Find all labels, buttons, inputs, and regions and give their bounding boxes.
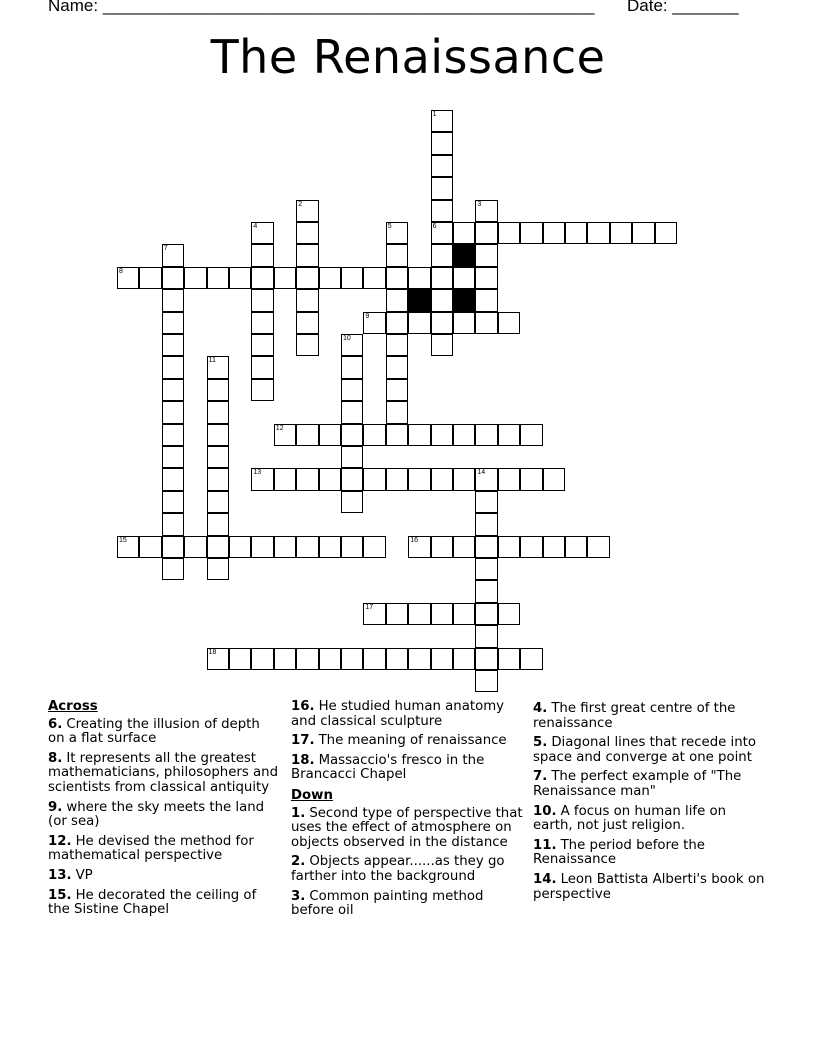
grid-cell[interactable] xyxy=(341,468,363,490)
grid-cell[interactable] xyxy=(229,267,251,289)
grid-cell[interactable] xyxy=(184,267,206,289)
clue-item xyxy=(291,807,523,851)
grid-block-cell xyxy=(453,289,475,311)
clue-number-label: 1. xyxy=(291,805,306,821)
clue-number: 15 xyxy=(119,536,127,544)
grid-cell[interactable] xyxy=(453,603,475,625)
grid-cell[interactable] xyxy=(162,289,184,311)
grid-cell[interactable] xyxy=(162,468,184,490)
grid-cell[interactable] xyxy=(408,468,430,490)
grid-cell[interactable] xyxy=(498,603,520,625)
clue-number-label: 3. xyxy=(291,888,306,904)
grid-cell[interactable] xyxy=(408,312,430,334)
clue-number-label: 16. xyxy=(291,699,315,714)
grid-cell[interactable] xyxy=(207,401,229,423)
grid-cell[interactable] xyxy=(498,648,520,670)
grid-cell[interactable] xyxy=(207,379,229,401)
clue-number-label: 10. xyxy=(533,803,557,819)
grid-cell[interactable] xyxy=(207,648,229,670)
grid-cell[interactable] xyxy=(475,536,497,558)
grid-cell[interactable] xyxy=(475,670,497,692)
grid-cell[interactable] xyxy=(117,536,139,558)
grid-cell[interactable] xyxy=(341,536,363,558)
grid-cell[interactable] xyxy=(162,334,184,356)
clue-item xyxy=(291,855,523,884)
grid-cell[interactable] xyxy=(207,491,229,513)
clue-number: 6 xyxy=(432,223,437,230)
clue-text: Creating the illusion of depth on a flat surface xyxy=(48,716,260,747)
grid-cell[interactable] xyxy=(207,267,229,289)
grid-cell[interactable] xyxy=(431,200,453,222)
grid-cell[interactable] xyxy=(431,267,453,289)
grid-cell[interactable] xyxy=(184,536,206,558)
clue-number-label: 7. xyxy=(533,769,548,785)
clues-column-3 xyxy=(533,700,765,907)
clue-number-label: 2. xyxy=(291,854,306,870)
grid-cell[interactable] xyxy=(431,110,453,132)
grid-cell[interactable] xyxy=(207,536,229,558)
clue-item xyxy=(533,702,765,731)
grid-cell[interactable] xyxy=(386,334,408,356)
grid-cell[interactable] xyxy=(520,222,542,244)
grid-cell[interactable] xyxy=(296,536,318,558)
clue-item xyxy=(48,718,280,747)
grid-cell[interactable] xyxy=(431,334,453,356)
grid-cell[interactable] xyxy=(610,222,632,244)
grid-cell[interactable] xyxy=(319,468,341,490)
grid-cell[interactable] xyxy=(453,267,475,289)
clue-number: 1 xyxy=(432,111,437,118)
clue-number-label: 4. xyxy=(533,701,548,716)
date-field-label: Date: _______ xyxy=(627,0,739,15)
clue-number-label: 12. xyxy=(48,833,72,849)
grid-cell[interactable] xyxy=(498,468,520,490)
grid-cell[interactable] xyxy=(296,334,318,356)
grid-cell[interactable] xyxy=(431,222,453,244)
grid-cell[interactable] xyxy=(251,536,273,558)
grid-cell[interactable] xyxy=(408,267,430,289)
grid-cell[interactable] xyxy=(475,289,497,311)
grid-cell[interactable] xyxy=(431,289,453,311)
clue-number: 13 xyxy=(253,469,262,477)
clue-text: Objects appear......as they go farther into the background xyxy=(291,854,505,884)
grid-cell[interactable] xyxy=(341,446,363,468)
clues-column-1 xyxy=(48,700,280,923)
grid-cell[interactable] xyxy=(207,513,229,535)
clue-number-label: 5. xyxy=(533,735,548,751)
clue-item xyxy=(533,873,765,902)
clue-text: He devised the method for mathematical perspective xyxy=(48,833,254,864)
grid-cell[interactable] xyxy=(251,267,273,289)
clue-text: Massaccio's fresco in the Brancacci Chapel xyxy=(291,752,485,783)
grid-cell[interactable] xyxy=(565,222,587,244)
grid-cell[interactable] xyxy=(431,155,453,177)
grid-cell[interactable] xyxy=(386,603,408,625)
grid-cell[interactable] xyxy=(251,244,273,266)
grid-cell[interactable] xyxy=(139,267,161,289)
clue-number-label: 8. xyxy=(48,750,63,766)
clue-item xyxy=(533,839,765,868)
grid-cell[interactable] xyxy=(296,648,318,670)
clue-number: 3 xyxy=(477,200,482,208)
grid-cell[interactable] xyxy=(296,267,318,289)
clue-text: It represents all the greatest mathematicians, philosophers and scientists from classical antiquity xyxy=(48,750,279,795)
grid-cell[interactable] xyxy=(475,244,497,266)
grid-block-cell xyxy=(408,289,430,311)
grid-cell[interactable] xyxy=(296,200,318,222)
grid-cell[interactable] xyxy=(274,468,296,490)
grid-cell[interactable] xyxy=(543,468,565,490)
grid-cell[interactable] xyxy=(251,648,273,670)
grid-cell[interactable] xyxy=(498,222,520,244)
grid-cell[interactable] xyxy=(453,536,475,558)
grid-cell[interactable] xyxy=(296,468,318,490)
clue-text: A focus on human life on earth, not just religion. xyxy=(533,803,727,834)
grid-cell[interactable] xyxy=(117,267,139,289)
grid-cell[interactable] xyxy=(386,648,408,670)
grid-cell[interactable] xyxy=(162,401,184,423)
clue-number-label: 18. xyxy=(291,752,315,768)
grid-cell[interactable] xyxy=(498,312,520,334)
grid-cell[interactable] xyxy=(431,468,453,490)
grid-cell[interactable] xyxy=(475,648,497,670)
grid-cell[interactable] xyxy=(251,379,273,401)
clue-item xyxy=(48,835,280,864)
grid-cell[interactable] xyxy=(319,648,341,670)
grid-cell[interactable] xyxy=(296,312,318,334)
clues-column-2 xyxy=(291,700,523,924)
clue-text: He studied human anatomy and classical sculpture xyxy=(291,699,505,729)
grid-cell[interactable] xyxy=(408,536,430,558)
grid-cell[interactable] xyxy=(475,312,497,334)
grid-cell[interactable] xyxy=(162,356,184,378)
clue-item xyxy=(291,890,523,919)
grid-cell[interactable] xyxy=(475,424,497,446)
clue-number-label: 11. xyxy=(533,837,557,853)
grid-cell[interactable] xyxy=(229,648,251,670)
grid-cell[interactable] xyxy=(162,267,184,289)
grid-cell[interactable] xyxy=(431,424,453,446)
clue-text: The perfect example of "The Renaissance man" xyxy=(533,769,742,799)
grid-cell[interactable] xyxy=(408,648,430,670)
clue-number: 17 xyxy=(365,603,374,611)
grid-cell[interactable] xyxy=(453,222,475,244)
grid-cell[interactable] xyxy=(274,267,296,289)
grid-cell[interactable] xyxy=(319,424,341,446)
grid-cell[interactable] xyxy=(453,312,475,334)
grid-cell[interactable] xyxy=(386,312,408,334)
grid-cell[interactable] xyxy=(363,468,385,490)
grid-cell[interactable] xyxy=(453,648,475,670)
grid-cell[interactable] xyxy=(363,312,385,334)
grid-cell[interactable] xyxy=(431,648,453,670)
grid-cell[interactable] xyxy=(207,356,229,378)
clue-number: 2 xyxy=(298,200,303,208)
clue-item xyxy=(533,805,765,834)
clue-number: 4 xyxy=(253,223,258,230)
clue-number-label: 15. xyxy=(48,887,72,903)
grid-cell[interactable] xyxy=(274,648,296,670)
clue-number: 8 xyxy=(119,267,123,275)
grid-cell[interactable] xyxy=(543,222,565,244)
grid-cell[interactable] xyxy=(386,424,408,446)
grid-cell[interactable] xyxy=(475,580,497,602)
grid-cell[interactable] xyxy=(319,267,341,289)
grid-cell[interactable] xyxy=(475,513,497,535)
grid-cell[interactable] xyxy=(341,491,363,513)
grid-cell[interactable] xyxy=(386,289,408,311)
grid-cell[interactable] xyxy=(475,491,497,513)
grid-cell[interactable] xyxy=(229,536,251,558)
grid-cell[interactable] xyxy=(475,558,497,580)
grid-cell[interactable] xyxy=(386,356,408,378)
grid-cell[interactable] xyxy=(341,401,363,423)
down-clue-list xyxy=(291,807,523,919)
grid-cell[interactable] xyxy=(520,648,542,670)
grid-cell[interactable] xyxy=(162,491,184,513)
grid-cell[interactable] xyxy=(431,244,453,266)
clue-item xyxy=(48,889,280,918)
name-field-label: Name: ____________________________________________________ xyxy=(48,0,595,15)
clue-text: Second type of perspective that uses the effect of atmosphere on objects observed in the distance xyxy=(291,805,523,850)
grid-cell[interactable] xyxy=(251,289,273,311)
grid-cell[interactable] xyxy=(162,312,184,334)
grid-cell[interactable] xyxy=(139,536,161,558)
grid-cell[interactable] xyxy=(475,267,497,289)
clue-number-label: 17. xyxy=(291,733,315,749)
across-clue-list xyxy=(48,718,280,918)
grid-cell[interactable] xyxy=(363,648,385,670)
clue-number: 16 xyxy=(410,536,418,544)
grid-cell[interactable] xyxy=(341,356,363,378)
grid-cell[interactable] xyxy=(520,468,542,490)
clue-item xyxy=(48,869,280,884)
grid-cell[interactable] xyxy=(431,603,453,625)
clue-number: 10 xyxy=(343,335,351,342)
grid-cell[interactable] xyxy=(162,536,184,558)
grid-cell[interactable] xyxy=(475,468,497,490)
clue-number: 9 xyxy=(365,312,370,320)
grid-cell[interactable] xyxy=(319,536,341,558)
grid-cell[interactable] xyxy=(386,401,408,423)
grid-cell[interactable] xyxy=(274,424,296,446)
clue-text: Leon Battista Alberti's book on perspective xyxy=(533,871,765,902)
grid-cell[interactable] xyxy=(363,536,385,558)
grid-cell[interactable] xyxy=(453,468,475,490)
grid-cell[interactable] xyxy=(565,536,587,558)
grid-cell[interactable] xyxy=(251,468,273,490)
clue-number: 12 xyxy=(275,424,284,432)
grid-cell[interactable] xyxy=(431,312,453,334)
across-heading: Across xyxy=(48,699,98,714)
grid-cell[interactable] xyxy=(431,536,453,558)
grid-cell[interactable] xyxy=(363,424,385,446)
grid-cell[interactable] xyxy=(341,648,363,670)
clue-number: 14 xyxy=(477,469,486,477)
grid-cell[interactable] xyxy=(587,536,609,558)
grid-cell[interactable] xyxy=(341,334,363,356)
clue-number-label: 9. xyxy=(48,799,63,815)
clue-text: He decorated the ceiling of the Sistine Chapel xyxy=(48,887,257,918)
grid-cell[interactable] xyxy=(274,536,296,558)
grid-cell[interactable] xyxy=(408,603,430,625)
grid-cell[interactable] xyxy=(543,536,565,558)
grid-cell[interactable] xyxy=(386,244,408,266)
grid-cell[interactable] xyxy=(431,177,453,199)
grid-cell[interactable] xyxy=(341,379,363,401)
clue-number-label: 13. xyxy=(48,867,72,883)
clue-item xyxy=(533,736,765,765)
grid-cell[interactable] xyxy=(632,222,654,244)
clue-text: where the sky meets the land (or sea) xyxy=(48,799,265,830)
grid-cell[interactable] xyxy=(296,222,318,244)
grid-cell[interactable] xyxy=(251,356,273,378)
grid-cell[interactable] xyxy=(296,424,318,446)
clue-item xyxy=(291,754,523,783)
clue-item xyxy=(48,752,280,796)
grid-cell[interactable] xyxy=(475,200,497,222)
grid-cell[interactable] xyxy=(408,424,430,446)
grid-cell[interactable] xyxy=(386,222,408,244)
grid-cell[interactable] xyxy=(520,536,542,558)
grid-cell[interactable] xyxy=(475,603,497,625)
grid-cell[interactable] xyxy=(251,222,273,244)
down-clue-list-continued xyxy=(533,700,765,902)
grid-cell[interactable] xyxy=(207,446,229,468)
clue-text: The meaning of renaissance xyxy=(318,733,507,749)
clue-text: VP xyxy=(75,867,93,883)
grid-cell[interactable] xyxy=(386,379,408,401)
grid-cell[interactable] xyxy=(498,424,520,446)
clue-text: Diagonal lines that recede into space and converge at one point xyxy=(533,735,757,765)
grid-cell[interactable] xyxy=(341,267,363,289)
clue-item xyxy=(48,801,280,830)
grid-cell[interactable] xyxy=(341,424,363,446)
clue-number: 18 xyxy=(208,648,217,656)
grid-cell[interactable] xyxy=(363,603,385,625)
grid-cell[interactable] xyxy=(162,558,184,580)
clue-number-label: 14. xyxy=(533,871,557,887)
grid-cell[interactable] xyxy=(363,267,385,289)
clue-item xyxy=(291,734,523,749)
grid-cell[interactable] xyxy=(162,379,184,401)
clue-number: 7 xyxy=(163,245,168,253)
clue-number-label: 6. xyxy=(48,716,63,732)
grid-cell[interactable] xyxy=(207,558,229,580)
across-clue-list-continued xyxy=(291,700,523,783)
clue-text: The period before the Renaissance xyxy=(533,837,705,868)
grid-cell[interactable] xyxy=(655,222,677,244)
grid-cell[interactable] xyxy=(162,244,184,266)
clue-number: 5 xyxy=(387,223,392,230)
grid-cell[interactable] xyxy=(475,222,497,244)
grid-cell[interactable] xyxy=(498,536,520,558)
grid-cell[interactable] xyxy=(453,424,475,446)
page-title: The Renaissance xyxy=(210,30,606,84)
grid-cell[interactable] xyxy=(251,312,273,334)
grid-cell[interactable] xyxy=(587,222,609,244)
grid-block-cell xyxy=(453,244,475,266)
grid-cell[interactable] xyxy=(296,289,318,311)
down-heading: Down xyxy=(291,787,333,803)
grid-cell[interactable] xyxy=(251,334,273,356)
grid-cell[interactable] xyxy=(296,244,318,266)
grid-cell[interactable] xyxy=(431,132,453,154)
grid-cell[interactable] xyxy=(520,424,542,446)
clue-text: Common painting method before oil xyxy=(291,888,484,919)
clue-text: The first great centre of the renaissance xyxy=(533,701,736,731)
clue-item xyxy=(533,770,765,799)
clue-number: 11 xyxy=(208,357,216,365)
grid-cell[interactable] xyxy=(162,513,184,535)
grid-cell[interactable] xyxy=(386,468,408,490)
grid-cell[interactable] xyxy=(207,424,229,446)
grid-cell[interactable] xyxy=(162,424,184,446)
grid-cell[interactable] xyxy=(386,267,408,289)
grid-cell[interactable] xyxy=(162,446,184,468)
grid-cell[interactable] xyxy=(207,468,229,490)
grid-cell[interactable] xyxy=(475,625,497,647)
clue-item xyxy=(291,700,523,729)
